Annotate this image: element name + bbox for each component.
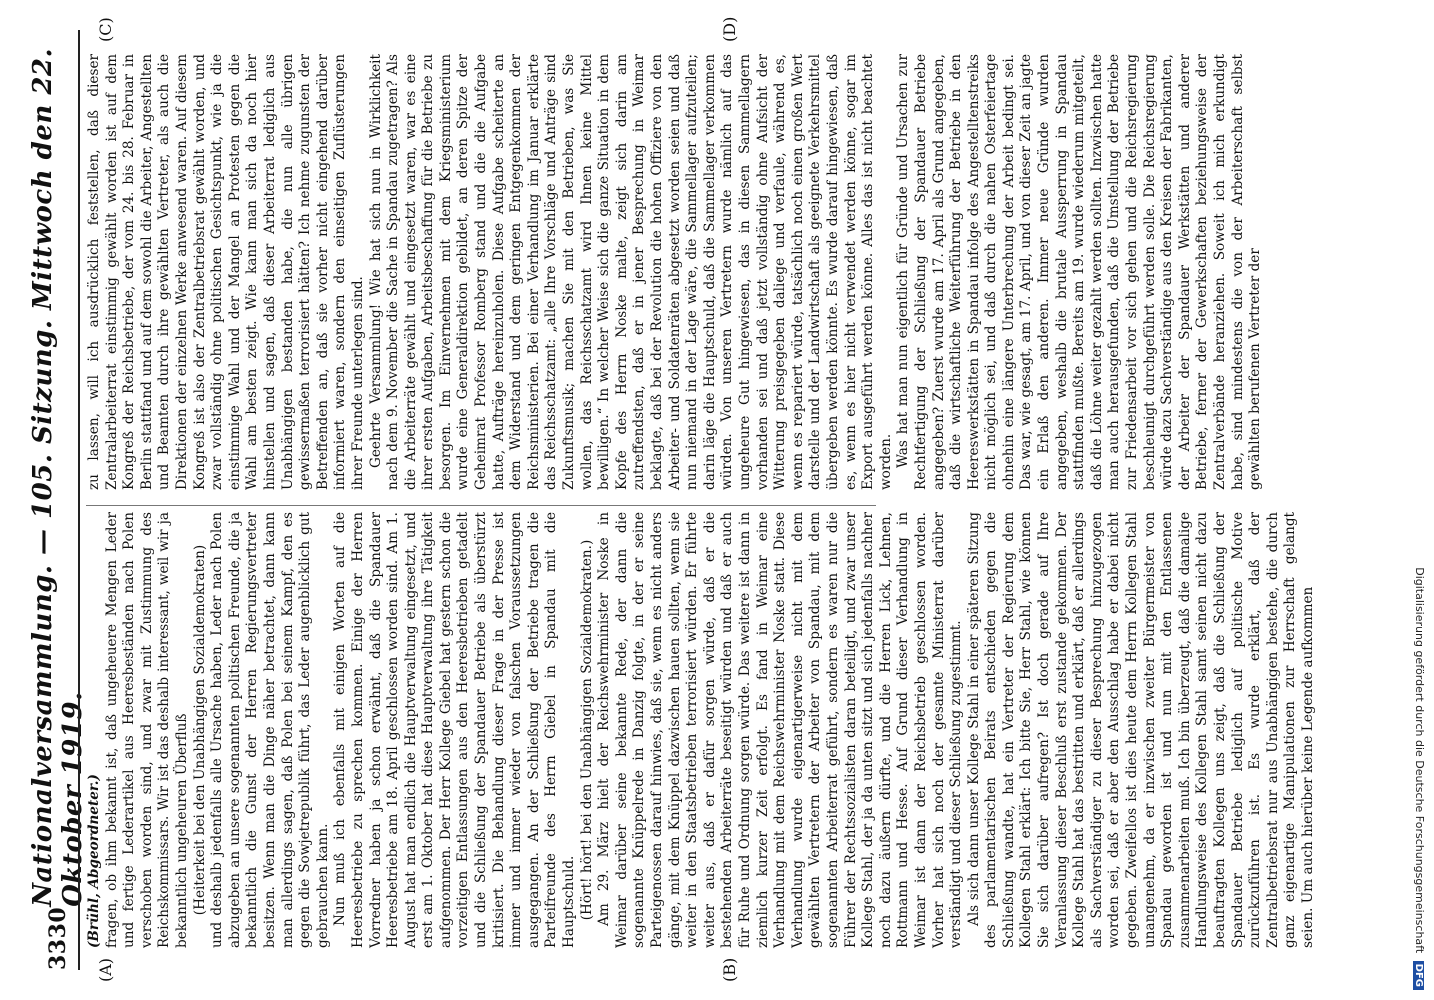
paragraph: fragen, ob ihm bekannt ist, daß ungeheuere Mengen Leder und fertige Lederartikel aus Heeresbeständen nach Polen verschoben worden sind, und zwar mit Zustimmung des Reichskommissars. Wir ist das deshalb interessant, weil wir ja bekanntlich ungeheuren Überfluß xyxy=(103,512,190,948)
page-number: 3330 xyxy=(45,906,71,970)
page-header xyxy=(28,30,88,970)
margin-mark-a: (A) xyxy=(96,957,115,982)
dfg-logo: DFG xyxy=(1413,961,1424,990)
paragraph: Was hat man nun eigentlich für Gründe und Ursachen zur Rechtfertigung der Schließung der Spandauer Betriebe angegeben? Zuerst wurde am 17. April als Grund angegeben, daß die wirtschaftliche Weiterführung der Betriebe in den Heereswerkstätten in Spandau infolge des Angestelltenstreiks nicht möglich sei, und daß durch die nahen Osterfeiertage ohnehin eine längere Unterbrechung der Arbeit bedingt sei. Das war, wie gesagt, am 17. April, und von dieser Zeit an jagte ein Erlaß den anderen. Immer neue Gründe wurden angegeben, weshalb die brutale Aussperrung in Spandau stattfinden mußte. Bereits am 19. wurde wiederum mitgeteilt, daß die Löhne weiter gezahlt werden sollten. Inzwischen hatte man auch herausgefunden, daß die Umstellung der Betriebe zur Friedensarbeit vor sich gehen und die Reichsregierung beschleunigt durchgeführt werden solle. Die Reichsregierung würde dazu Sachverständige aus den Kreisen der Fabrikanten, der Arbeiter der Spandauer Werkstätten und anderer Betriebe, ferner der Gewerkschaften beziehungsweise der Zentralverbände heranziehen. Soweit ich mich erkundigt habe, sind mindestens die von der Arbeiterschaft selbst gewählten berufenen Vertreter der xyxy=(895,54,1264,490)
margin-mark-d: (D) xyxy=(720,16,739,42)
running-title: Nationalversammlung. — 105. Sitzung. Mittwoch den 22. Oktober 1919. xyxy=(28,47,88,907)
margin-mark-b: (B) xyxy=(720,957,739,982)
interjection: (Hört! hört! bei den Unabhängigen Sozialdemokraten.) xyxy=(578,539,595,921)
header-rule xyxy=(78,30,80,970)
margin-mark-c: (C) xyxy=(96,17,115,42)
digitization-credit xyxy=(1413,10,1426,990)
interjection: (Heiterkeit bei den Unabhängigen Sozialdemokraten) xyxy=(191,544,208,916)
paragraph: Nun muß ich ebenfalls mit einigen Worten auf die Heeresbetriebe zu sprechen kommen. Einige der Herren Vorredner haben ja schon erwähnt, daß die Spandauer Heeresbetriebe am 18. April geschlossen worden sind. Am 1. August hat man endlich die Hauptverwaltung eingesetzt, und erst am 1. Oktober hat diese Hauptverwaltung ihre Tätigkeit aufgenommen. Der Herr Kollege Giebel hat gestern schon die vorzeitigen Entlassungen aus den Heeresbetrieben getadelt und die Schließung der Spandauer Betriebe als überstürzt kritisiert. Die Behandlung dieser Frage in der Presse ist immer und immer wieder von falschen Voraussetzungen ausgegangen. An der Schließung der Betriebe tragen die Parteifreunde des Herrn Giebel in Spandau mit die Hauptschuld. xyxy=(332,512,578,948)
paragraph: Am 29. März hielt der Reichswehrminister Noske in Weimar darüber seine bekannte Rede, der dann die sogenannte Knüppelrede in Danzig folgte, in der er seine Parteigenossen darauf hinwies, daß sie, wenn es nicht anders gänge, mit dem Knüppel dazwischen hauen sollten, wenn sie weiter in den Staatsbetrieben terrorisiert würden. Er führte weiter aus, daß er dafür sorgen würde, daß er die bestehenden Arbeiterräte beseitigt würden und daß er auch für Ruhe und Ordnung sorgen würde. Das weitere ist dann in ziemlich kurzer Zeit erfolgt. Es fand in Weimar eine Verhandlung mit dem Reichswehrminister Noske statt. Diese Verhandlung wurde eigenartigerweise nicht mit dem gewählten Vertretern der Arbeiter von Spandau, mit dem sogenannten Arbeiterrat geführt, sondern es waren nur die Führer der Rechtssozialisten daran beteiligt, und zwar unser Kollege Stahl, der ja da unten sitzt und sich jedenfalls nachher noch dazu äußern dürfte, und die Herren Lick, Lehnen, Rottmann und Hesse. Auf Grund dieser Verhandlung in Weimar ist dann der Reichsbetrieb geschlossen worden. Vorher hat sich noch der gesamte Ministerrat darüber verständigt und dieser Schließung zugestimmt. xyxy=(596,512,965,948)
right-column xyxy=(86,54,1264,490)
left-column xyxy=(86,512,1316,948)
speaker-name: (Brühl, Abgeordneter.) xyxy=(86,774,102,948)
column-divider xyxy=(86,505,876,506)
paragraph: Geehrte Versammlung! Wie hat sich nun in Wirklichkeit nach dem 9. November die Sache in Spandau zugetragen? Als die Arbeiterräte gewählt und eingesetzt waren, war es eine ihrer ersten Aufgaben, Arbeitsbeschaffung für die Betriebe zu besorgen. Im Einvernehmen mit dem Kriegsministerium wurde eine Generaldirektion gebildet, an deren Spitze der Geheimrat Professor Romberg stand und die die Aufgabe hatte, Aufträge hereinzuholen. Diese Aufgabe scheiterte an dem Widerstand und dem geringen Entgegenkommen der Reichsministerien. Bei einer Verhandlung im Januar erklärte das Reichsschatzamt: „alle Ihre Vorschläge und Anträge sind Zukunftsmusik; machen Sie mit den Betrieben, was Sie wollen, das Reichsschatzamt wird Ihnen keine Mittel bewilligen.“ In welcher Weise sich die ganze Situation in dem Kopfe des Herrn Noske malte, zeigt sich darin am zutreffendsten, daß er in jener Besprechung in Weimar beklagte, daß bei der Revolution die hohen Offiziere von den Arbeiter- und Soldatenräten abgesetzt worden seien und daß nun niemand in der Lage wäre, die Sammellager aufzuteilen; darin läge die Hauptschuld, daß die Sammellager verkommen würden. Von unseren Vertretern wurde nämlich auf das ungeheure Gut hingewiesen, das in diesen Sammellagern vorhanden sei und daß jetzt vollständig ohne Aufsicht der Witterung preisgegeben daliege und verfaule, während es, wenn es repariert würde, tatsächlich noch einen großen Wert darstelle und der Landwirtschaft als geeignete Verkehrsmittel übergeben werden könnte. Es wurde darauf hingewiesen, daß es, wenn es hier nicht verwendet werden könne, sogar im Export ausgeführt werden könne. Alles das ist nicht beachtet worden. xyxy=(367,54,894,490)
paragraph: Als sich dann unser Kollege Stahl in einer späteren Sitzung des parlamentarischen Beirats entschieden gegen die Schließung wandte, hat ein Vertreter der Regierung dem Kollegen Stahl erklärt: Ich bitte Sie, Herr Stahl, wie können Sie sich darüber aufregen? Ist doch gerade auf Ihre Veranlassung dieser Beschluß erst zustande gekommen. Der Kollege Stahl hat das bestritten und erklärt, daß er allerdings als Sachverständiger zu dieser Besprechung hinzugezogen worden sei, daß er aber den Ausschlag habe er dabei nicht gegeben. Zweifellos ist dies heute dem Herrn Kollegen Stahl unangenehm, da er inzwischen zweiter Bürgermeister von Spandau geworden ist und nun mit den Entlassenen zusammenarbeiten muß. Ich bin überzeugt, daß die damalige Handlungsweise des Kollegen Stahl samt seinen nicht dazu beauftragten Kollegen uns zeigt, daß die Schließung der Spandauer Betriebe lediglich auf politische Motive zurückzuführen ist. Es wurde erklärt, daß der Zentralbetriebsrat nur aus Unabhängigen bestehe, die durch ganz eigenartige Manipulationen zur Herrschaft gelangt seien. Um auch hierüber keine Legende aufkommen xyxy=(965,512,1316,948)
credit-text: Digitalisierung gefördert durch die Deutsche Forschungsgemeinschaft xyxy=(1413,567,1426,954)
paragraph: zu lassen, will ich ausdrücklich feststellen, daß dieser Zentralarbeiterrat einstimmig gewählt worden ist auf dem Kongreß der Reichsbetriebe, der vom 24. bis 28. Februar in Berlin stattfand und auf dem sowohl die Arbeiter, Angestellten und Beamten durch ihre gewählten Vertreter, als auch die Direktionen der einzelnen Werke anwesend waren. Auf diesem Kongreß ist also der Zentralbetriebsrat gewählt worden, und zwar vollständig ohne politischen Gesichtspunkt, wie ja die einstimmige Wahl und der Mangel an Protesten gegen die Wahl am besten zeigt. Wie kann man sich da noch hier hinstellen und sagen, daß dieser Arbeiterrat lediglich aus Unabhängigen bestanden habe, die nun alle übrigen gewissermaßen terrorisiert hätten? Ich nehme zugunsten der Betreffenden an, daß sie vorher nicht eingehend darüber informiert waren, sondern den einseitigen Zuflüsterungen ihrer Freunde unterlegen sind. xyxy=(86,54,366,490)
paragraph: und deshalb jedenfalls alle Ursache haben, Leder nach Polen abzugeben an unsere sogenannten politischen Freunde, die ja bekanntlich die Gunst der Herren Regierungsvertreter besitzen. Wenn man die Dinge näher betrachtet, dann kann man allerdings sagen, daß Polen bei seinem Kampf, den es gegen die Sowjetrepublik führt, das Leder augenblicklich gut gebrauchen kann. xyxy=(209,512,331,948)
